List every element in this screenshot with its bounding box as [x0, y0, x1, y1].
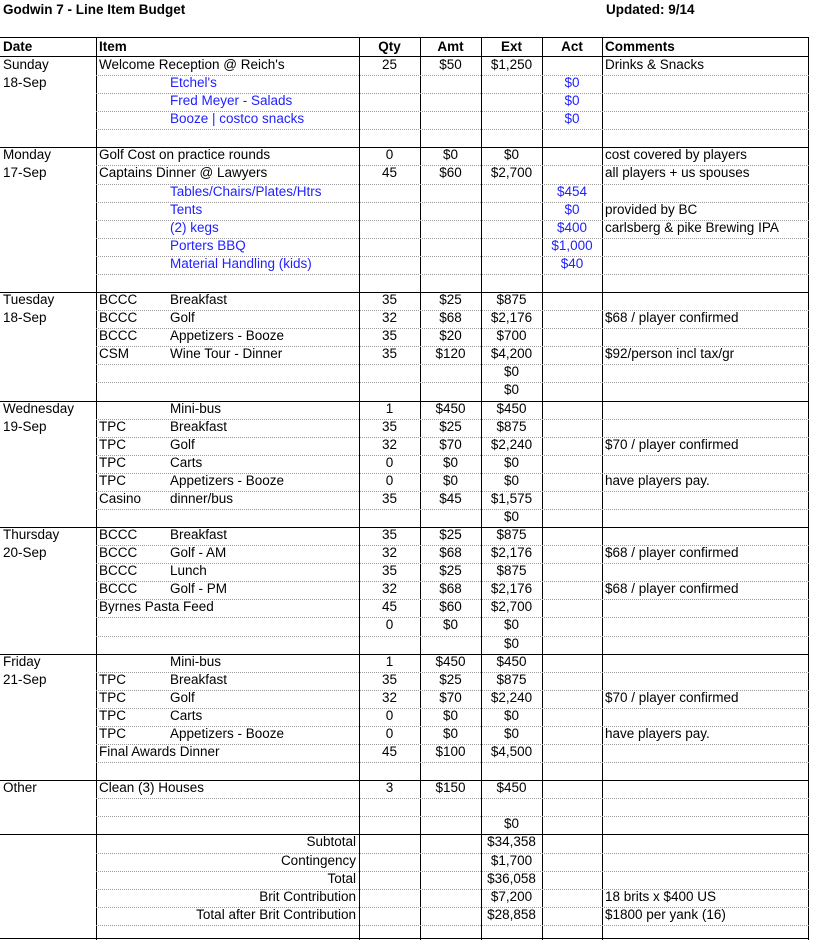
col-header-amt: Amt [437, 39, 464, 54]
sub-item-cell: Carts [170, 707, 203, 723]
comment-cell: 18 brits x $400 US [605, 888, 717, 904]
amt-cell: $0 [442, 472, 459, 488]
date-cell: Friday [3, 653, 41, 669]
date-cell: Sunday [3, 57, 49, 72]
qty-cell: 35 [381, 346, 398, 362]
row-gridline [96, 165, 809, 166]
ext-cell: $7,200 [490, 888, 533, 904]
comment-cell: $70 / player confirmed [605, 436, 739, 452]
act-cell: $40 [560, 255, 584, 271]
sub-item-cell: Mini-bus [170, 400, 222, 416]
date-cell: 17-Sep [3, 165, 47, 181]
row-gridline [96, 509, 809, 510]
total-label-cell: Subtotal [306, 834, 356, 850]
ext-cell: $1,575 [490, 490, 533, 506]
ext-cell: $2,240 [490, 689, 533, 705]
date-cell: Other [3, 780, 37, 796]
column-divider [808, 37, 809, 940]
comment-cell: $68 / player confirmed [605, 545, 739, 561]
qty-cell: 0 [385, 472, 394, 488]
sub-item-cell: Golf [170, 436, 195, 452]
item-cell: BCCC [99, 328, 138, 344]
ext-cell: $0 [503, 364, 520, 380]
sub-item-cell: Appetizers - Booze [170, 328, 285, 344]
qty-cell: 35 [381, 490, 398, 506]
ext-cell: $2,700 [490, 599, 533, 615]
row-gridline [96, 744, 809, 745]
row-gridline [96, 310, 809, 311]
row-gridline [96, 853, 809, 854]
item-cell: Golf Cost on practice rounds [99, 147, 271, 163]
qty-cell: 35 [381, 292, 398, 308]
row-gridline [96, 889, 809, 890]
sub-item-cell: Tents [170, 201, 203, 217]
qty-cell: 32 [381, 545, 398, 561]
sub-item-cell: Lunch [170, 563, 207, 579]
amt-cell: $60 [439, 599, 462, 615]
row-gridline [96, 455, 809, 456]
total-label-cell: Brit Contribution [259, 888, 356, 904]
qty-cell: 1 [385, 400, 394, 416]
row-gridline [96, 545, 809, 546]
sub-item-cell: Porters BBQ [170, 237, 246, 253]
section-divider [0, 780, 809, 781]
section-divider [0, 292, 809, 293]
qty-cell: 45 [381, 744, 398, 760]
qty-cell: 0 [385, 454, 394, 470]
row-gridline [96, 708, 809, 709]
qty-cell: 25 [381, 57, 398, 72]
ext-cell: $450 [496, 400, 527, 416]
row-gridline [96, 925, 809, 926]
column-divider [542, 37, 543, 940]
row-gridline [96, 111, 809, 112]
amt-cell: $0 [442, 617, 459, 633]
qty-cell: 35 [381, 418, 398, 434]
sub-item-cell: dinner/bus [170, 490, 234, 506]
row-gridline [96, 274, 809, 275]
col-header-qty: Qty [378, 39, 401, 54]
row-gridline [96, 726, 809, 727]
row-gridline [96, 473, 809, 474]
ext-cell: $0 [503, 635, 520, 651]
bottom-border [0, 938, 809, 939]
ext-cell: $0 [503, 725, 520, 741]
row-gridline [96, 798, 809, 799]
col-header-ext: Ext [500, 39, 522, 54]
row-gridline [96, 690, 809, 691]
item-cell: Byrnes Pasta Feed [99, 599, 214, 615]
item-cell: BCCC [99, 581, 138, 597]
sub-item-cell: Golf [170, 689, 195, 705]
date-cell: 21-Sep [3, 671, 47, 687]
row-gridline [96, 202, 809, 203]
ext-cell: $700 [496, 328, 527, 344]
row-gridline [96, 129, 809, 130]
amt-cell: $25 [439, 292, 462, 308]
sub-item-cell: Golf [170, 310, 195, 326]
row-gridline [96, 599, 809, 600]
amt-cell: $25 [439, 563, 462, 579]
amt-cell: $70 [439, 436, 462, 452]
ext-cell: $0 [503, 617, 520, 633]
comment-cell: have players pay. [605, 472, 710, 488]
section-divider [0, 147, 809, 148]
item-cell: Captains Dinner @ Lawyers [99, 165, 268, 181]
item-cell: CSM [99, 346, 129, 362]
qty-cell: 32 [381, 689, 398, 705]
row-gridline [96, 437, 809, 438]
amt-cell: $70 [439, 689, 462, 705]
comment-cell: $68 / player confirmed [605, 310, 739, 326]
date-cell: 20-Sep [3, 545, 47, 561]
sub-item-cell: Appetizers - Booze [170, 725, 285, 741]
sub-item-cell: Material Handling (kids) [170, 255, 312, 271]
amt-cell: $0 [442, 454, 459, 470]
amt-cell: $25 [439, 671, 462, 687]
row-gridline [96, 871, 809, 872]
section-divider [0, 401, 809, 402]
column-divider [602, 37, 603, 940]
amt-cell: $68 [439, 581, 462, 597]
amt-cell: $100 [435, 744, 466, 760]
qty-cell: 0 [385, 617, 394, 633]
amt-cell: $25 [439, 527, 462, 543]
item-cell: BCCC [99, 563, 138, 579]
act-cell: $0 [564, 75, 580, 91]
item-cell: TPC [99, 725, 126, 741]
date-cell: 19-Sep [3, 418, 47, 434]
col-header-comments: Comments [605, 39, 675, 54]
qty-cell: 3 [385, 780, 394, 796]
item-cell: Casino [99, 490, 142, 506]
updated-date: Updated: 9/14 [606, 2, 695, 17]
item-cell: TPC [99, 689, 126, 705]
ext-cell: $2,700 [490, 165, 533, 181]
amt-cell: $20 [439, 328, 462, 344]
item-cell: TPC [99, 418, 126, 434]
ext-cell: $450 [496, 653, 527, 669]
amt-cell: $45 [439, 490, 462, 506]
total-label-cell: Total [327, 870, 356, 886]
qty-cell: 35 [381, 671, 398, 687]
row-gridline [96, 762, 809, 763]
col-header-item: Item [99, 39, 127, 54]
item-cell: TPC [99, 707, 126, 723]
date-cell: Tuesday [3, 292, 55, 308]
date-cell: 18-Sep [3, 75, 47, 91]
qty-cell: 45 [381, 165, 398, 181]
act-cell: $0 [564, 201, 580, 217]
ext-cell: $2,176 [490, 581, 533, 597]
ext-cell: $875 [496, 527, 527, 543]
row-gridline [96, 636, 809, 637]
item-cell: TPC [99, 436, 126, 452]
act-cell: $454 [556, 183, 588, 199]
comment-cell: provided by BC [605, 201, 698, 217]
amt-cell: $120 [435, 346, 466, 362]
sub-item-cell: Appetizers - Booze [170, 472, 285, 488]
comment-cell: $70 / player confirmed [605, 689, 739, 705]
col-header-date: Date [3, 39, 33, 54]
amt-cell: $0 [442, 725, 459, 741]
row-gridline [96, 816, 809, 817]
item-cell: TPC [99, 671, 126, 687]
comment-cell: $1800 per yank (16) [605, 906, 726, 922]
date-cell: Monday [3, 147, 52, 163]
qty-cell: 32 [381, 436, 398, 452]
ext-cell: $4,500 [490, 744, 533, 760]
comment-cell: $92/person incl tax/gr [605, 346, 735, 362]
ext-cell: $34,358 [487, 834, 536, 850]
qty-cell: 0 [385, 707, 394, 723]
row-gridline [96, 672, 809, 673]
sub-item-cell: Breakfast [170, 292, 228, 308]
item-cell: Clean (3) Houses [99, 780, 205, 796]
row-gridline [96, 563, 809, 564]
qty-cell: 35 [381, 527, 398, 543]
amt-cell: $0 [442, 707, 459, 723]
item-cell: BCCC [99, 527, 138, 543]
act-cell: $0 [564, 93, 580, 109]
item-cell: BCCC [99, 545, 138, 561]
ext-cell: $1,250 [490, 57, 533, 72]
total-label-cell: Total after Brit Contribution [196, 906, 356, 922]
sub-item-cell: Golf - AM [170, 545, 227, 561]
comment-cell: Drinks & Snacks [605, 57, 705, 72]
row-gridline [96, 346, 809, 347]
ext-cell: $450 [496, 780, 527, 796]
col-header-act: Act [561, 39, 583, 54]
row-gridline [96, 238, 809, 239]
comment-cell: all players + us spouses [605, 165, 750, 181]
item-cell: Welcome Reception @ Reich's [99, 57, 285, 72]
act-cell: $1,000 [551, 237, 593, 253]
row-gridline [96, 491, 809, 492]
section-divider [0, 527, 809, 528]
row-gridline [96, 184, 809, 185]
item-cell: TPC [99, 454, 126, 470]
amt-cell: $0 [442, 147, 459, 163]
ext-cell: $875 [496, 292, 527, 308]
ext-cell: $875 [496, 671, 527, 687]
sub-item-cell: Breakfast [170, 527, 228, 543]
sub-item-cell: Breakfast [170, 418, 228, 434]
amt-cell: $60 [439, 165, 462, 181]
row-gridline [96, 617, 809, 618]
qty-cell: 32 [381, 310, 398, 326]
qty-cell: 0 [385, 725, 394, 741]
section-divider [0, 654, 809, 655]
section-divider [0, 834, 809, 835]
row-gridline [96, 256, 809, 257]
row-gridline [96, 907, 809, 908]
item-cell: BCCC [99, 310, 138, 326]
ext-cell: $0 [503, 454, 520, 470]
sub-item-cell: Fred Meyer - Salads [170, 93, 293, 109]
qty-cell: 35 [381, 328, 398, 344]
sub-item-cell: Mini-bus [170, 653, 222, 669]
column-divider [96, 37, 97, 940]
amt-cell: $68 [439, 545, 462, 561]
ext-cell: $0 [503, 816, 520, 832]
ext-cell: $2,240 [490, 436, 533, 452]
qty-cell: 45 [381, 599, 398, 615]
qty-cell: 1 [385, 653, 394, 669]
amt-cell: $50 [439, 57, 462, 72]
row-gridline [96, 364, 809, 365]
row-gridline [96, 75, 809, 76]
ext-cell: $36,058 [487, 870, 536, 886]
qty-cell: 0 [385, 147, 394, 163]
date-cell: Wednesday [3, 400, 75, 416]
act-cell: $0 [564, 111, 580, 127]
amt-cell: $25 [439, 418, 462, 434]
sub-item-cell: Booze | costco snacks [170, 111, 305, 127]
ext-cell: $0 [503, 382, 520, 398]
row-gridline [96, 382, 809, 383]
ext-cell: $875 [496, 563, 527, 579]
row-gridline [96, 581, 809, 582]
row-gridline [96, 93, 809, 94]
comment-cell: carlsberg & pike Brewing IPA [605, 219, 779, 235]
item-cell: BCCC [99, 292, 138, 308]
sub-item-cell: Tables/Chairs/Plates/Htrs [170, 183, 322, 199]
sheet-title: Godwin 7 - Line Item Budget [3, 2, 186, 17]
ext-cell: $0 [503, 707, 520, 723]
sub-item-cell: Carts [170, 454, 203, 470]
qty-cell: 35 [381, 563, 398, 579]
item-cell: Final Awards Dinner [99, 744, 220, 760]
qty-cell: 32 [381, 581, 398, 597]
comment-cell: have players pay. [605, 725, 710, 741]
amt-cell: $150 [435, 780, 466, 796]
sub-item-cell: Wine Tour - Dinner [170, 346, 283, 362]
ext-cell: $1,700 [490, 852, 533, 868]
date-cell: 18-Sep [3, 310, 47, 326]
comment-cell: cost covered by players [605, 147, 747, 163]
row-gridline [96, 419, 809, 420]
comment-cell: $68 / player confirmed [605, 581, 739, 597]
row-gridline [96, 220, 809, 221]
ext-cell: $875 [496, 418, 527, 434]
total-label-cell: Contingency [280, 852, 356, 868]
ext-cell: $0 [503, 509, 520, 524]
item-cell: TPC [99, 472, 126, 488]
sub-item-cell: Breakfast [170, 671, 228, 687]
act-cell: $400 [556, 219, 588, 235]
ext-cell: $0 [503, 147, 520, 163]
sub-item-cell: (2) kegs [170, 219, 219, 235]
ext-cell: $2,176 [490, 310, 533, 326]
sub-item-cell: Etchel's [170, 75, 217, 91]
amt-cell: $68 [439, 310, 462, 326]
ext-cell: $0 [503, 472, 520, 488]
sub-item-cell: Golf - PM [170, 581, 228, 597]
budget-spreadsheet [0, 37, 809, 940]
date-cell: Thursday [3, 527, 60, 543]
amt-cell: $450 [435, 653, 466, 669]
ext-cell: $28,858 [487, 906, 536, 922]
amt-cell: $450 [435, 400, 466, 416]
row-gridline [96, 328, 809, 329]
ext-cell: $4,200 [490, 346, 533, 362]
ext-cell: $2,176 [490, 545, 533, 561]
